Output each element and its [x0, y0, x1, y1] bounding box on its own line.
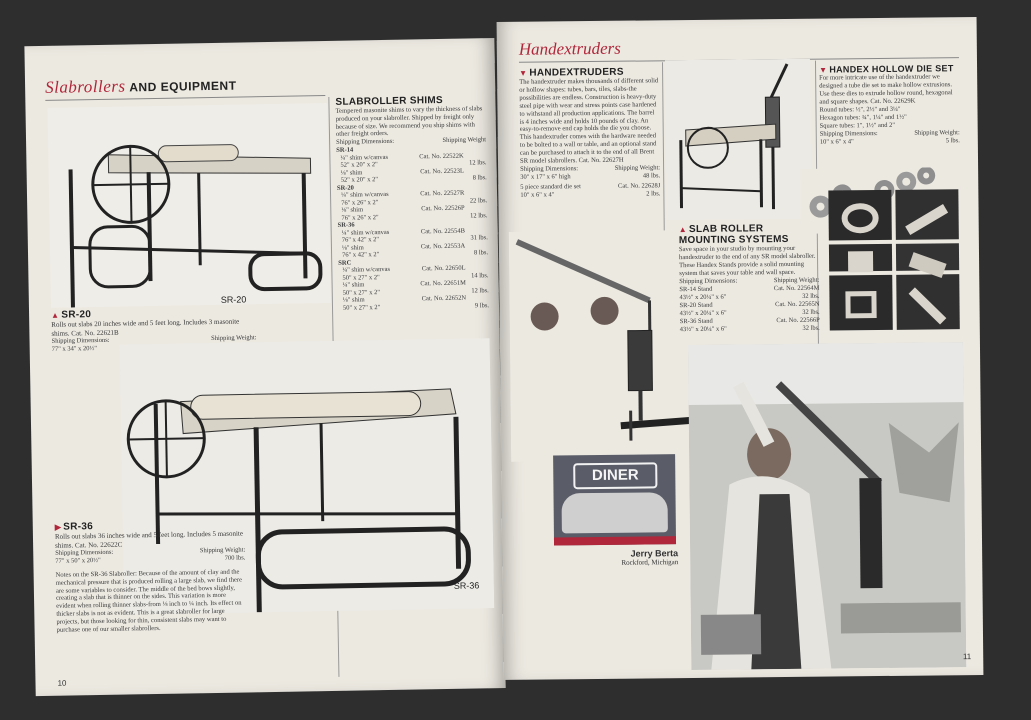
shim-cell: SR-14 [336, 146, 354, 155]
diner-artwork-photo [553, 454, 676, 545]
shim-cell: Cat. No. 22651M [420, 279, 466, 288]
left-section-header [45, 75, 237, 98]
mounting-block [679, 223, 820, 334]
shim-cell: ⅛" shim [341, 244, 364, 252]
shim-cell: 52" x 20" x 2" [340, 176, 379, 184]
left-page [24, 38, 505, 696]
sr20-title: ▲ SR-20 [51, 309, 92, 321]
shim-cell: 12 lbs. [469, 159, 487, 167]
shim-cell: 22 lbs. [469, 196, 488, 205]
die-set-values: 10" x 6" x 4" 2 lbs. [520, 190, 661, 199]
right-page [497, 17, 984, 680]
mounting-row-cat: Cat. No. 22564M [773, 284, 820, 292]
shims-block [335, 94, 489, 312]
mounting-row-name: SR-36 Stand [679, 317, 713, 325]
shim-cell: 31 lbs. [470, 234, 488, 242]
shim-cell: Cat. No. 22553A [420, 242, 466, 251]
shim-cell: 8 lbs. [472, 174, 487, 182]
shim-cell: Cat. No. 22554B [420, 227, 465, 236]
hollow-die-square: Square tubes: 1", 1½" and 2" [819, 121, 895, 130]
sr36-body: Rolls out slabs 36 inches wide and 5 feet long. Includes 5 masonite shims. Cat. No. 22622C [54, 529, 244, 550]
extrusion-sample-tile [829, 275, 893, 330]
shim-cell: 50" x 27" x 2" [342, 303, 381, 312]
sr20-photo [47, 103, 330, 308]
mounting-row-weight: 32 lbs. [802, 324, 820, 332]
shim-cell: Cat. No. 22526P [421, 204, 465, 213]
shims-intro: Tempered masonite shims to vary the thickness of slabs produced on your slabroller. Shipped by freight only because of size. We recommend you ship shims with other freight orders. [335, 105, 483, 139]
shim-cell: SRC [338, 259, 352, 267]
mounting-ship-labels: Shipping Dimensions: Shipping Weight: [679, 276, 820, 285]
extrusion-samples-grid [828, 189, 959, 330]
handex-ship-values: 30" x 17" x 6" high 48 lbs. [520, 172, 661, 181]
sr36-block [55, 518, 247, 634]
shim-cell: ¼" shim w/canvas [340, 153, 389, 162]
shim-cell: 8 lbs. [473, 249, 489, 257]
shim-cell: Cat. No. 22650L [421, 264, 466, 273]
section-caps-title: AND EQUIPMENT [129, 78, 237, 95]
die-set-line: 5 piece standard die set Cat. No. 22628J [520, 182, 661, 191]
mounting-row-weight: 32 lbs. [802, 292, 820, 300]
shim-cell: 50" x 27" x 2" [342, 273, 380, 282]
shim-cell: ¼" shim w/canvas [342, 266, 391, 274]
shim-cell: 12 lbs. [471, 286, 489, 295]
mounting-row-dim: 43½" x 20¼" x 6" [679, 325, 727, 333]
hollow-die-body: For more intricate use of the handextruder we designed a tube die set to make hollow extrusions. Use these dies to extrude hollow round, hexagonal and square shapes. Cat. No. 22629K [819, 73, 953, 106]
section-script-title: Slabrollers [44, 76, 126, 97]
artist-credit [554, 548, 678, 567]
mounting-rows [679, 284, 819, 333]
triangle-bullet-icon: ▼ [519, 68, 528, 78]
mounting-row-name: SR-14 Stand [679, 285, 713, 293]
photo-label-sr20: SR-20 [220, 294, 247, 305]
mounting-row-weight: 32 lbs. [802, 308, 820, 316]
shim-cell: 14 lbs. [471, 271, 489, 280]
triangle-bullet-icon: ▲ [51, 310, 60, 320]
mounting-row-dim: 43½" x 20¼" x 6" [679, 293, 727, 301]
shims-table [336, 144, 489, 312]
shim-cell: 76" x 42" x 2" [341, 236, 380, 244]
sr20-shipping-values: 77" x 34" x 20½" [51, 345, 98, 353]
shim-cell: Cat. No. 22523L [420, 167, 464, 176]
extrusion-sample-tile [895, 189, 959, 240]
handex-ship-labels: Shipping Dimensions: Shipping Weight: [520, 164, 661, 173]
shim-cell: ¼" shim w/canvas [340, 191, 389, 199]
hollow-die-block [819, 63, 960, 146]
shim-cell: Cat. No. 22522K [419, 152, 464, 161]
handextruders-block [519, 66, 660, 199]
diner-base-stripe [554, 536, 676, 545]
sr36-shipping-labels: Shipping Dimensions: Shipping Weight: [55, 546, 246, 557]
shim-cell: 52" x 20" x 2" [340, 161, 378, 169]
sr36-title: ▶ SR-36 [54, 521, 94, 533]
sr20-body: Rolls out slabs 20 inches wide and 5 feet long. Includes 3 masonite shims. Cat. No. 22621B [51, 317, 240, 338]
shim-cell: 50" x 27" x 2" [342, 288, 381, 297]
shim-cell: 12 lbs. [470, 211, 488, 220]
sr20-shipping-labels: Shipping Dimensions: Shipping Weight: [51, 334, 257, 345]
shim-cell: ⅛" shim [340, 169, 363, 177]
mounting-row-name: SR-20 Stand [679, 301, 713, 309]
extrusion-sample-tile [896, 275, 960, 330]
mounting-title: ▲ SLAB ROLLER MOUNTING SYSTEMS [678, 223, 789, 247]
section-script-title-right: Handextruders [518, 38, 621, 59]
mounting-row-cat: Cat. No. 22566P [776, 316, 820, 324]
shim-cell: 9 lbs. [474, 301, 490, 310]
page-number-left: 10 [57, 678, 67, 688]
shim-cell: Cat. No. 22652N [421, 294, 467, 303]
artist-location: Rockford, Michigan [621, 558, 679, 567]
sr36-notes: Notes on the SR-36 Slabroller: Because of the amount of clay and the mechanical pressure that is produced rolling a large slab, we find there are some variables to consider. The middle of the bed bows slightly, creating a slab that is thinner on the sides. This variation is more evident when rolling thinner slabs-from ⅛ inch to ¼ inch. Its effect on thicker slabs is not as evident. This is a great slabroller for large projects, but those looking for thin, consistent slabs may want to purchase one of our smaller slabrollers. [55, 568, 243, 634]
hollow-die-ship-values: 10" x 6" x 4" 5 lbs. [819, 136, 960, 146]
handextruders-body: The handextruder makes thousands of different solid or hollow shapes: tubes, bars, tiles, slabs-the possibilities are endless. Construction is heavy-duty steel pipe with wear and stress points case hardened to withstand all production applications. The barrel is 4 inches wide and holds 10 pounds of clay. An easy-to-remove end cap holds the die you choose. This handextruder comes with the hardware needed to be bolted to a wall or table, and an optional stand can be purchased to attach it to the end of all Brent SR model slabrollers. Cat. No. 22627H [519, 77, 659, 165]
mounting-row-dim: 43½" x 20¼" x 6" [679, 309, 727, 317]
triangle-bullet-icon: ▼ [819, 65, 828, 75]
photo-label-sr36: SR-36 [453, 580, 480, 591]
shim-cell: ⅛" shim [342, 296, 365, 304]
triangle-bullet-icon: ▲ [678, 225, 688, 235]
mounting-row-detail [680, 324, 820, 333]
artist-name: Jerry Berta [630, 548, 679, 559]
mounted-extruder-photo [665, 59, 812, 221]
shims-title: SLABROLLER SHIMS [335, 94, 444, 108]
hollow-die-hex: Hexagon tubes: ¾", 1¼" and 1½" [819, 113, 907, 122]
extrusion-sample-tile [828, 190, 892, 241]
hollow-die-round: Round tubes: ½", 2½" and 3¼" [819, 105, 901, 114]
shim-cell: SR-36 [337, 221, 355, 230]
shim-cell [407, 302, 467, 311]
extrusion-sample-tile [829, 244, 892, 272]
handextruders-title: ▼ HANDEXTRUDERS [519, 66, 624, 79]
shims-col-headers: Shipping Dimensions: Shipping Weight [336, 136, 487, 147]
triangle-bullet-icon: ▶ [54, 522, 62, 532]
shim-cell: ¼" shim w/canvas [341, 228, 390, 237]
mounting-row-cat: Cat. No. 22565N [775, 300, 820, 308]
shim-cell: ⅛" shim [341, 206, 364, 214]
sr36-shipping-values: 77" x 50" x 20½" 700 lbs. [55, 554, 246, 565]
shim-cell: 76" x 42" x 2" [342, 251, 380, 259]
hollow-die-ship-labels: Shipping Dimensions: Shipping Weight: [819, 128, 960, 138]
extrusion-sample-tile [896, 244, 959, 272]
shim-cell: SR-20 [336, 184, 354, 192]
page-number-right: 11 [962, 652, 972, 662]
hollow-die-title: ▼ HANDEX HOLLOW DIE SET [819, 63, 954, 75]
mounting-body: Save space in your studio by mounting your handextruder to the end of any SR model slabroller. These Handex Stands provide a solid mounting system that saves your table and wall space. [678, 244, 816, 277]
diner-building [561, 492, 667, 533]
shim-cell: 76" x 26" x 2" [341, 198, 379, 207]
artist-photo [688, 342, 966, 670]
shim-cell: 76" x 26" x 2" [341, 213, 379, 222]
shim-cell: Cat. No. 22527R [420, 189, 465, 198]
shim-cell: ¼" shim [342, 281, 365, 289]
diner-sign: DINER [573, 462, 657, 489]
